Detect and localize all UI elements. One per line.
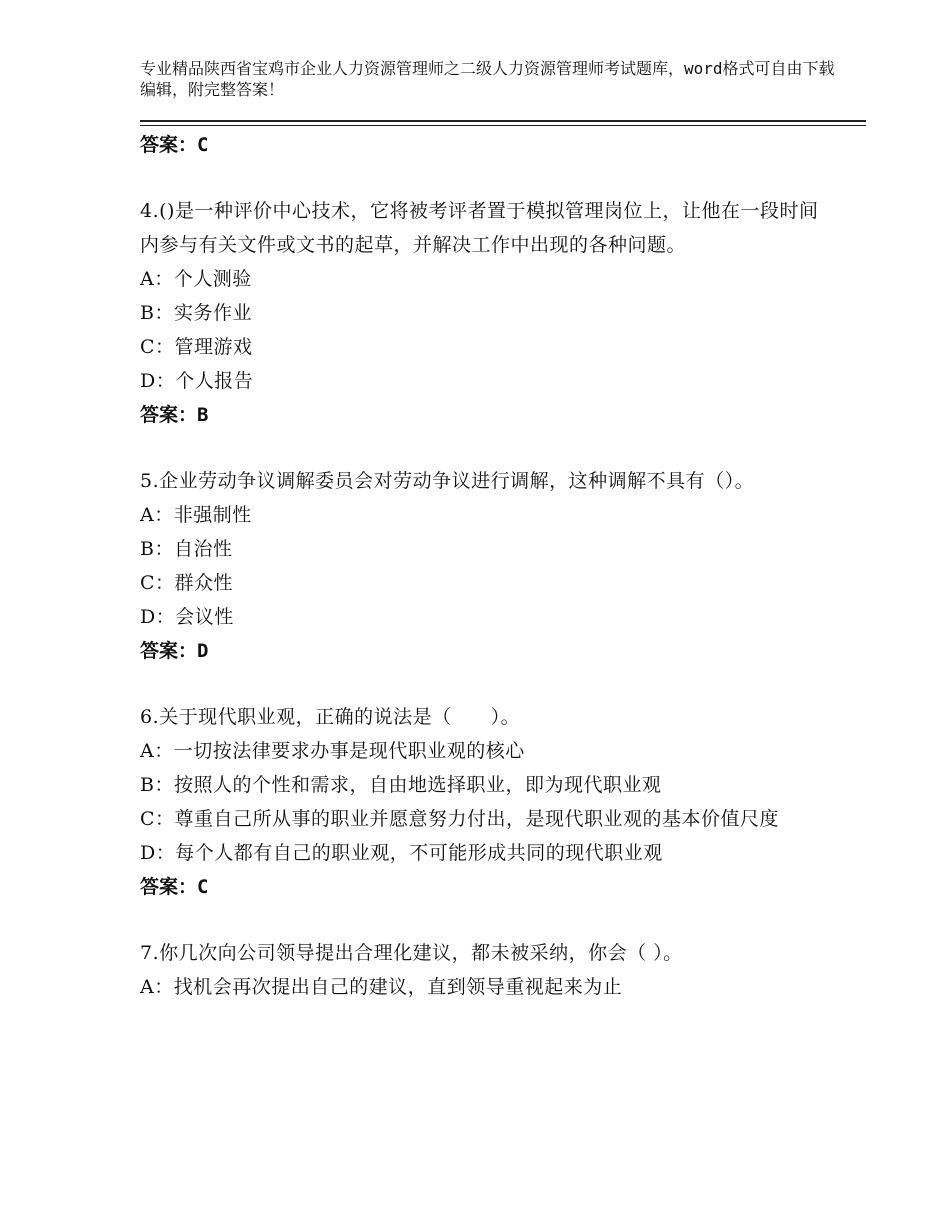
header-rule-thin [140, 125, 866, 126]
answer-label: 答案：C [140, 876, 209, 898]
question-text: 4.()是一种评价中心技术，它将被考评者置于模拟管理岗位上，让他在一段时间内参与有关文件或文书的起草，并解决工作中出现的各种问题。 [140, 200, 819, 256]
question-item [140, 464, 820, 668]
answer-label: 答案：B [140, 404, 209, 426]
question-item [140, 700, 820, 904]
header-rule-thick [140, 120, 866, 122]
option-b: B：自治性 [140, 538, 233, 560]
question-text: 7.你几次向公司领导提出合理化建议，都未被采纳，你会（ ）。 [140, 942, 683, 964]
option-b: B：按照人的个性和需求，自由地选择职业，即为现代职业观 [140, 774, 662, 796]
option-c: C：尊重自己所从事的职业并愿意努力付出，是现代职业观的基本价值尺度 [140, 808, 780, 830]
option-a: A：找机会再次提出自己的建议，直到领导重视起来为止 [140, 976, 623, 998]
option-a: A：一切按法律要求办事是现代职业观的核心 [140, 740, 525, 762]
answer-label: 答案：C [140, 134, 209, 156]
option-a: A：个人测验 [140, 268, 252, 290]
question-text: 5.企业劳动争议调解委员会对劳动争议进行调解，这种调解不具有（）。 [140, 470, 755, 492]
document-header: 专业精品陕西省宝鸡市企业人力资源管理师之二级人力资源管理师考试题库，word格式可自由下载编辑，附完整答案！ [140, 59, 835, 99]
option-d: D：个人报告 [140, 370, 254, 392]
option-a: A：非强制性 [140, 504, 252, 526]
answer-label: 答案：D [140, 640, 209, 662]
option-c: C：群众性 [140, 572, 234, 594]
option-b: B：实务作业 [140, 302, 252, 324]
option-d: D：每个人都有自己的职业观，不可能形成共同的现代职业观 [140, 842, 663, 864]
question-item [140, 936, 820, 1004]
question-list [140, 128, 820, 1004]
question-item [140, 194, 820, 432]
option-d: D：会议性 [140, 606, 234, 628]
option-c: C：管理游戏 [140, 336, 253, 358]
question-text: 6.关于现代职业观，正确的说法是（ ）。 [140, 706, 521, 728]
